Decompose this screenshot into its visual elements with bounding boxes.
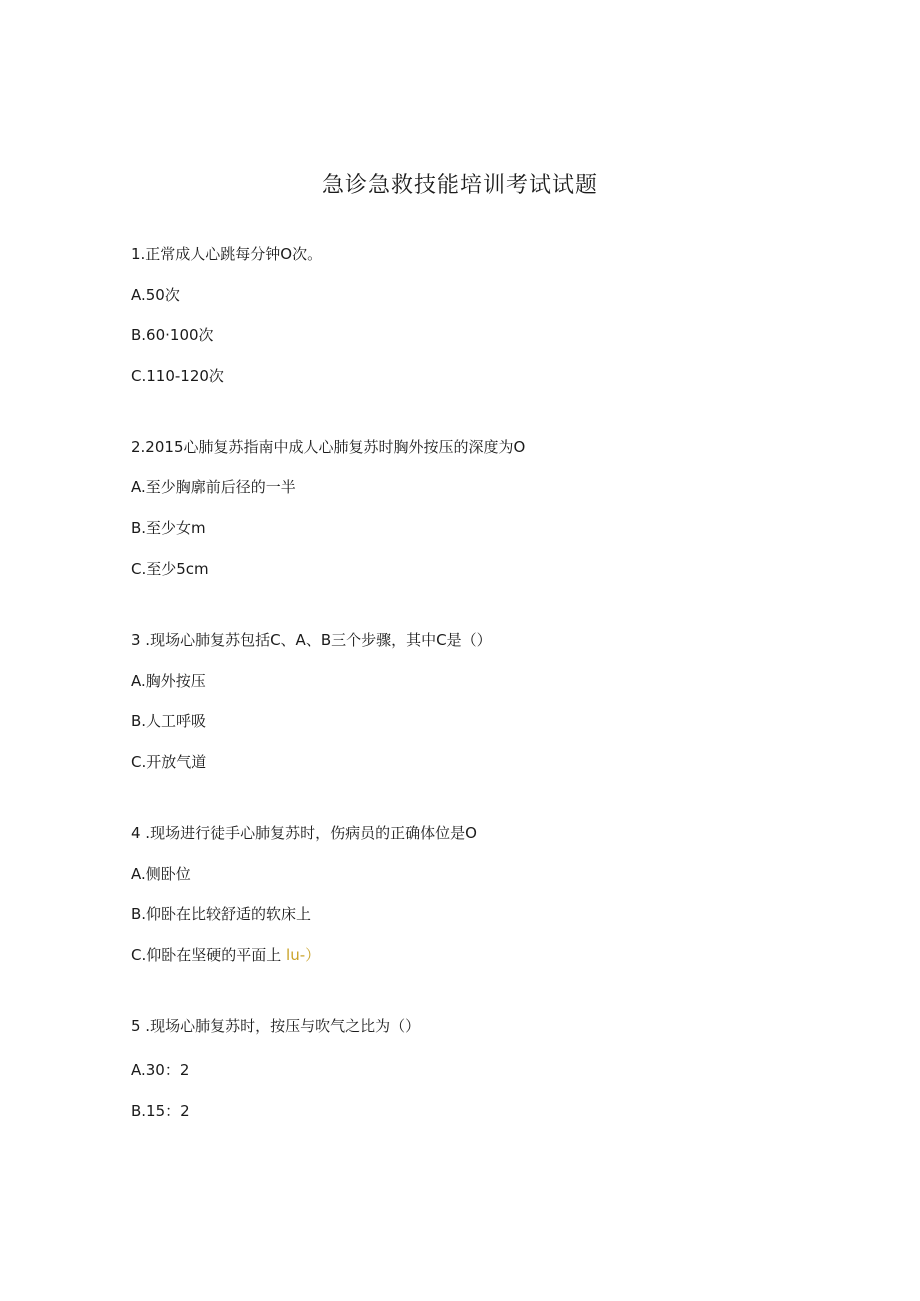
question-2-option-c: C.至少5cm <box>131 560 209 578</box>
question-3-option-c: C.开放气道 <box>131 753 207 771</box>
question-1-option-a: A.50次 <box>131 286 180 304</box>
question-5-stem: 5 .现场心肺复苏时，按压与吹气之比为（） <box>131 1017 421 1035</box>
page-title: 急诊急救技能培训考试试题 <box>321 173 598 198</box>
question-4-annotation-mark: lu-） <box>286 946 321 964</box>
question-5-option-b: B.15：2 <box>131 1102 190 1120</box>
question-2-option-b: B.至少女m <box>131 519 206 537</box>
question-3-option-b: B.人工呼吸 <box>131 712 207 730</box>
question-5-option-a: A.30：2 <box>131 1061 190 1079</box>
question-4-option-a: A.侧卧位 <box>131 865 191 883</box>
question-1-option-b: B.60·100次 <box>131 326 214 344</box>
question-4-option-c: C.仰卧在坚硬的平面上 <box>131 946 282 964</box>
question-4-stem: 4 .现场进行徒手心肺复苏时，伤病员的正确体位是O <box>131 824 477 842</box>
question-4-option-b: B.仰卧在比较舒适的软床上 <box>131 905 312 923</box>
question-3-stem: 3 .现场心肺复苏包括C、A、B三个步骤，其中C是（） <box>131 631 492 649</box>
question-3-option-a: A.胸外按压 <box>131 672 206 690</box>
question-2-stem: 2.2015心肺复苏指南中成人心肺复苏时胸外按压的深度为O <box>131 438 526 456</box>
question-1-stem: 1.正常成人心跳每分钟O次。 <box>131 245 323 263</box>
question-2-option-a: A.至少胸廓前后径的一半 <box>131 478 296 496</box>
question-4-option-c-row <box>131 943 320 967</box>
question-1-option-c: C.110-120次 <box>131 367 224 385</box>
